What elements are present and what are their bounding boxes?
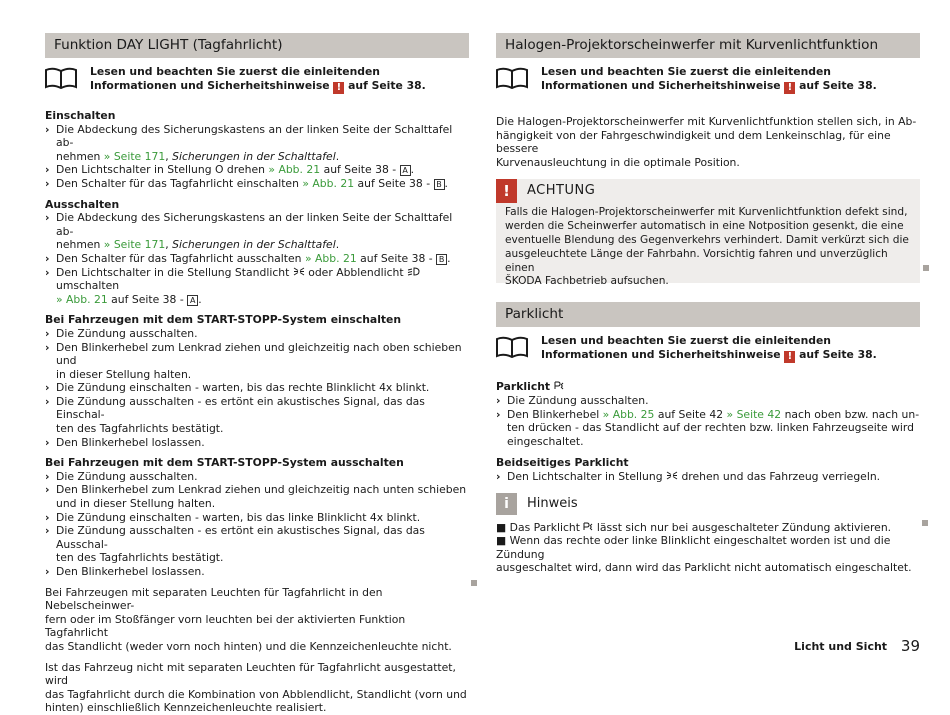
arrow-bullet-icon: › bbox=[45, 163, 50, 177]
list-item: › Die Zündung einschalten - warten, bis das linke Blinklicht 4x blinkt. bbox=[45, 510, 421, 524]
list-item: › Den Schalter für das Tagfahrlicht ausschalten » Abb. 21 auf Seite 38 - B . bbox=[45, 251, 451, 265]
parklicht-icon bbox=[583, 522, 593, 531]
heading-parklicht: Parklicht bbox=[496, 380, 920, 394]
arrow-bullet-icon: › bbox=[45, 326, 50, 340]
arrow-bullet-icon: › bbox=[45, 510, 50, 524]
list-item: › Die Zündung ausschalten. bbox=[45, 326, 198, 340]
figure-link[interactable]: » Abb. 21 bbox=[302, 176, 355, 190]
note-page-ref: auf Seite 38. bbox=[799, 348, 877, 362]
list-item: › Den Lichtschalter in die Stellung Standlicht oder Abblendlicht umschalten » Abb. 21 auf Seite 38 - A . bbox=[45, 266, 469, 307]
list-item: › Den Blinkerhebel zum Lenkrad ziehen und gleichzeitig nach oben schieben und in dieser Stellung halten. bbox=[45, 340, 462, 381]
arrow-bullet-icon: › bbox=[45, 211, 50, 225]
warning-text: Falls die Halogen-Projektorscheinwerfer mit Kurvenlichtfunktion defekt sind, werden die Scheinwerfer automatisch in eine Notposition gesenkt, die eine eventuelle Blendung des Gegenverkehrs verhindert. Damit verkürzt sich die ausgeleuchtete Länge der Fahrbahn. Vorsichtig fahren und unverzüglich einen ŠKODA Fachbetrieb aufsuchen. bbox=[505, 206, 909, 288]
hint-item: ■ Wenn das rechte oder linke Blinklicht eingeschaltet worden ist und die Zündung ausgeschaltet wird, dann wird das Parklicht nicht automatisch eingeschaltet. bbox=[496, 534, 912, 575]
list-item: › Die Zündung ausschalten - es ertönt ein akustisches Signal, das das Einschal- ten des Tagfahrlichts bestätigt. bbox=[45, 394, 425, 436]
heading-einschalten: Einschalten bbox=[45, 109, 116, 122]
page-link[interactable]: » Seite 42 bbox=[726, 407, 782, 421]
arrow-bullet-icon: › bbox=[45, 176, 50, 190]
heading-start-stopp-aus: Bei Fahrzeugen mit dem START-STOPP-System ausschalten bbox=[45, 456, 404, 470]
safety-note bbox=[45, 65, 469, 109]
book-icon bbox=[496, 67, 528, 89]
list-item: › Den Lichtschalter in Stellung O drehen » Abb. 21 auf Seite 38 - A . bbox=[45, 163, 415, 177]
page-number: 39 bbox=[900, 637, 920, 655]
figure-label: A bbox=[187, 295, 198, 306]
note-text: Lesen und beachten Sie zuerst die einleitenden Informationen und Sicherheitshinweise bbox=[90, 65, 380, 92]
paragraph-separate-lights: Bei Fahrzeugen mit separaten Leuchten für Tagfahrlicht in den Nebelscheinwer- fern oder im Stoßfänger vorn leuchten bei der aktivierten Funktion Tagfahrlicht das Standlicht (weder vorn noch hinten) und die Kennzeichenleuchte nicht. bbox=[45, 585, 452, 653]
page-link[interactable]: » Seite 171 bbox=[103, 238, 166, 252]
paragraph-intro: Die Halogen-Projektorscheinwerfer mit Kurvenlichtfunktion stellen sich, in Ab- hängigkeit von der Fahrgeschwindigkeit und dem Lenkeinschlag, für eine bessere Kurvenausleuchtung in die optimale Position. bbox=[496, 115, 917, 169]
figure-link[interactable]: » Abb. 21 bbox=[268, 163, 321, 177]
section-title-day-light: Funktion DAY LIGHT (Tagfahrlicht) bbox=[45, 33, 469, 58]
hint-title: Hinweis bbox=[527, 495, 578, 511]
page-link[interactable]: » Seite 171 bbox=[103, 149, 166, 163]
end-marker bbox=[923, 265, 929, 271]
figure-label: B bbox=[434, 179, 445, 190]
paragraph-no-separate-lights: Ist das Fahrzeug nicht mit separaten Leuchten für Tagfahrlicht ausgestattet, wird das Tagfahrlicht durch die Kombination von Abblendlicht, Standlicht (vorn und hinten) einschließlich Kennzeichenleuchte realisiert. bbox=[45, 660, 467, 715]
warning-icon: ! bbox=[333, 82, 344, 94]
warning-box bbox=[496, 179, 920, 288]
list-item: › Die Zündung ausschalten - es ertönt ein akustisches Signal, das das Ausschal- ten des Tagfahrlichts bestätigt. bbox=[45, 524, 425, 565]
section-title-parklicht: Parklicht bbox=[496, 302, 920, 327]
list-item: › Die Abdeckung des Sicherungskastens an der linken Seite der Schalttafel ab- nehmen » Seite 171, Sicherungen in der Schalttafel. bbox=[45, 211, 453, 252]
figure-label: A bbox=[400, 165, 411, 176]
safety-note bbox=[496, 65, 920, 109]
warning-icon: ! bbox=[784, 82, 795, 94]
abblendlicht-icon bbox=[407, 267, 420, 276]
list-item: › Die Zündung ausschalten. bbox=[45, 469, 198, 483]
section-title-halogen: Halogen-Projektorscheinwerfer mit Kurvenlichtfunktion bbox=[496, 33, 920, 58]
figure-link[interactable]: » Abb. 25 bbox=[602, 407, 655, 421]
list-item: › Die Zündung einschalten - warten, bis das rechte Blinklicht 4x blinkt. bbox=[45, 381, 430, 395]
note-page-ref: auf Seite 38. bbox=[348, 79, 426, 92]
list-item: › Den Blinkerhebel loslassen. bbox=[45, 565, 205, 578]
warning-icon: ! bbox=[784, 351, 795, 363]
arrow-bullet-icon: › bbox=[496, 469, 501, 483]
standlicht-icon bbox=[293, 267, 305, 276]
hint-header bbox=[496, 493, 920, 517]
right-column bbox=[496, 33, 920, 575]
note-text: Lesen und beachten Sie zuerst die einleitenden Informationen und Sicherheitshinweise bbox=[541, 65, 831, 92]
footer-section: Licht und Sicht bbox=[794, 640, 888, 653]
book-icon bbox=[45, 67, 77, 89]
arrow-bullet-icon: › bbox=[45, 394, 50, 408]
note-text: Lesen und beachten Sie zuerst die einleitenden Informationen und Sicherheitshinweise bbox=[541, 334, 831, 362]
arrow-bullet-icon: › bbox=[45, 565, 50, 578]
end-marker bbox=[471, 580, 477, 586]
warning-title: ACHTUNG bbox=[527, 183, 596, 199]
arrow-bullet-icon: › bbox=[45, 340, 50, 354]
arrow-bullet-icon: › bbox=[496, 407, 501, 421]
end-marker bbox=[922, 520, 928, 526]
heading-beidseitig: Beidseitiges Parklicht bbox=[496, 456, 629, 470]
info-icon: i bbox=[496, 493, 517, 515]
figure-label: B bbox=[436, 254, 447, 265]
arrow-bullet-icon: › bbox=[45, 251, 50, 265]
arrow-bullet-icon: › bbox=[45, 524, 50, 538]
note-page-ref: auf Seite 38. bbox=[799, 79, 877, 92]
list-item: › Die Abdeckung des Sicherungskastens an der linken Seite der Schalttafel ab- nehmen » Seite 171, Sicherungen in der Schalttafel. bbox=[45, 122, 453, 163]
page-footer bbox=[794, 637, 920, 655]
heading-start-stopp-ein: Bei Fahrzeugen mit dem START-STOPP-System einschalten bbox=[45, 313, 402, 327]
arrow-bullet-icon: › bbox=[45, 469, 50, 483]
arrow-bullet-icon: › bbox=[45, 122, 50, 136]
list-item: › Den Blinkerhebel zum Lenkrad ziehen und gleichzeitig nach unten schieben und in dieser Stellung halten. bbox=[45, 483, 467, 511]
arrow-bullet-icon: › bbox=[45, 265, 50, 279]
list-item: › Den Schalter für das Tagfahrlicht einschalten » Abb. 21 auf Seite 38 - B . bbox=[45, 176, 448, 190]
list-item: › Den Lichtschalter in Stellung drehen und das Fahrzeug verriegeln. bbox=[496, 469, 881, 483]
arrow-bullet-icon: › bbox=[496, 393, 501, 407]
arrow-bullet-icon: › bbox=[45, 381, 50, 395]
safety-note bbox=[496, 334, 920, 378]
warning-icon: ! bbox=[496, 179, 517, 203]
parklicht-icon bbox=[554, 381, 564, 390]
book-icon bbox=[496, 336, 528, 358]
figure-link[interactable]: » Abb. 21 bbox=[304, 251, 357, 265]
hint-item: ■ Das Parklicht lässt sich nur bei ausgeschalteter Zündung aktivieren. bbox=[496, 520, 892, 534]
arrow-bullet-icon: › bbox=[45, 435, 50, 449]
heading-ausschalten: Ausschalten bbox=[45, 197, 120, 211]
standlicht-icon bbox=[666, 471, 678, 480]
list-item: › Den Blinkerhebel loslassen. bbox=[45, 435, 205, 449]
list-item: › Die Zündung ausschalten. bbox=[496, 393, 649, 407]
left-column bbox=[45, 33, 469, 715]
figure-link[interactable]: » Abb. 21 bbox=[56, 292, 108, 306]
list-item: › Den Blinkerhebel » Abb. 25 auf Seite 42 » Seite 42 nach oben bzw. nach un- ten drücken - das Standlicht auf der rechten bzw. linken Fahrzeugseite wird eingeschaltet. bbox=[496, 407, 920, 448]
arrow-bullet-icon: › bbox=[45, 483, 50, 497]
